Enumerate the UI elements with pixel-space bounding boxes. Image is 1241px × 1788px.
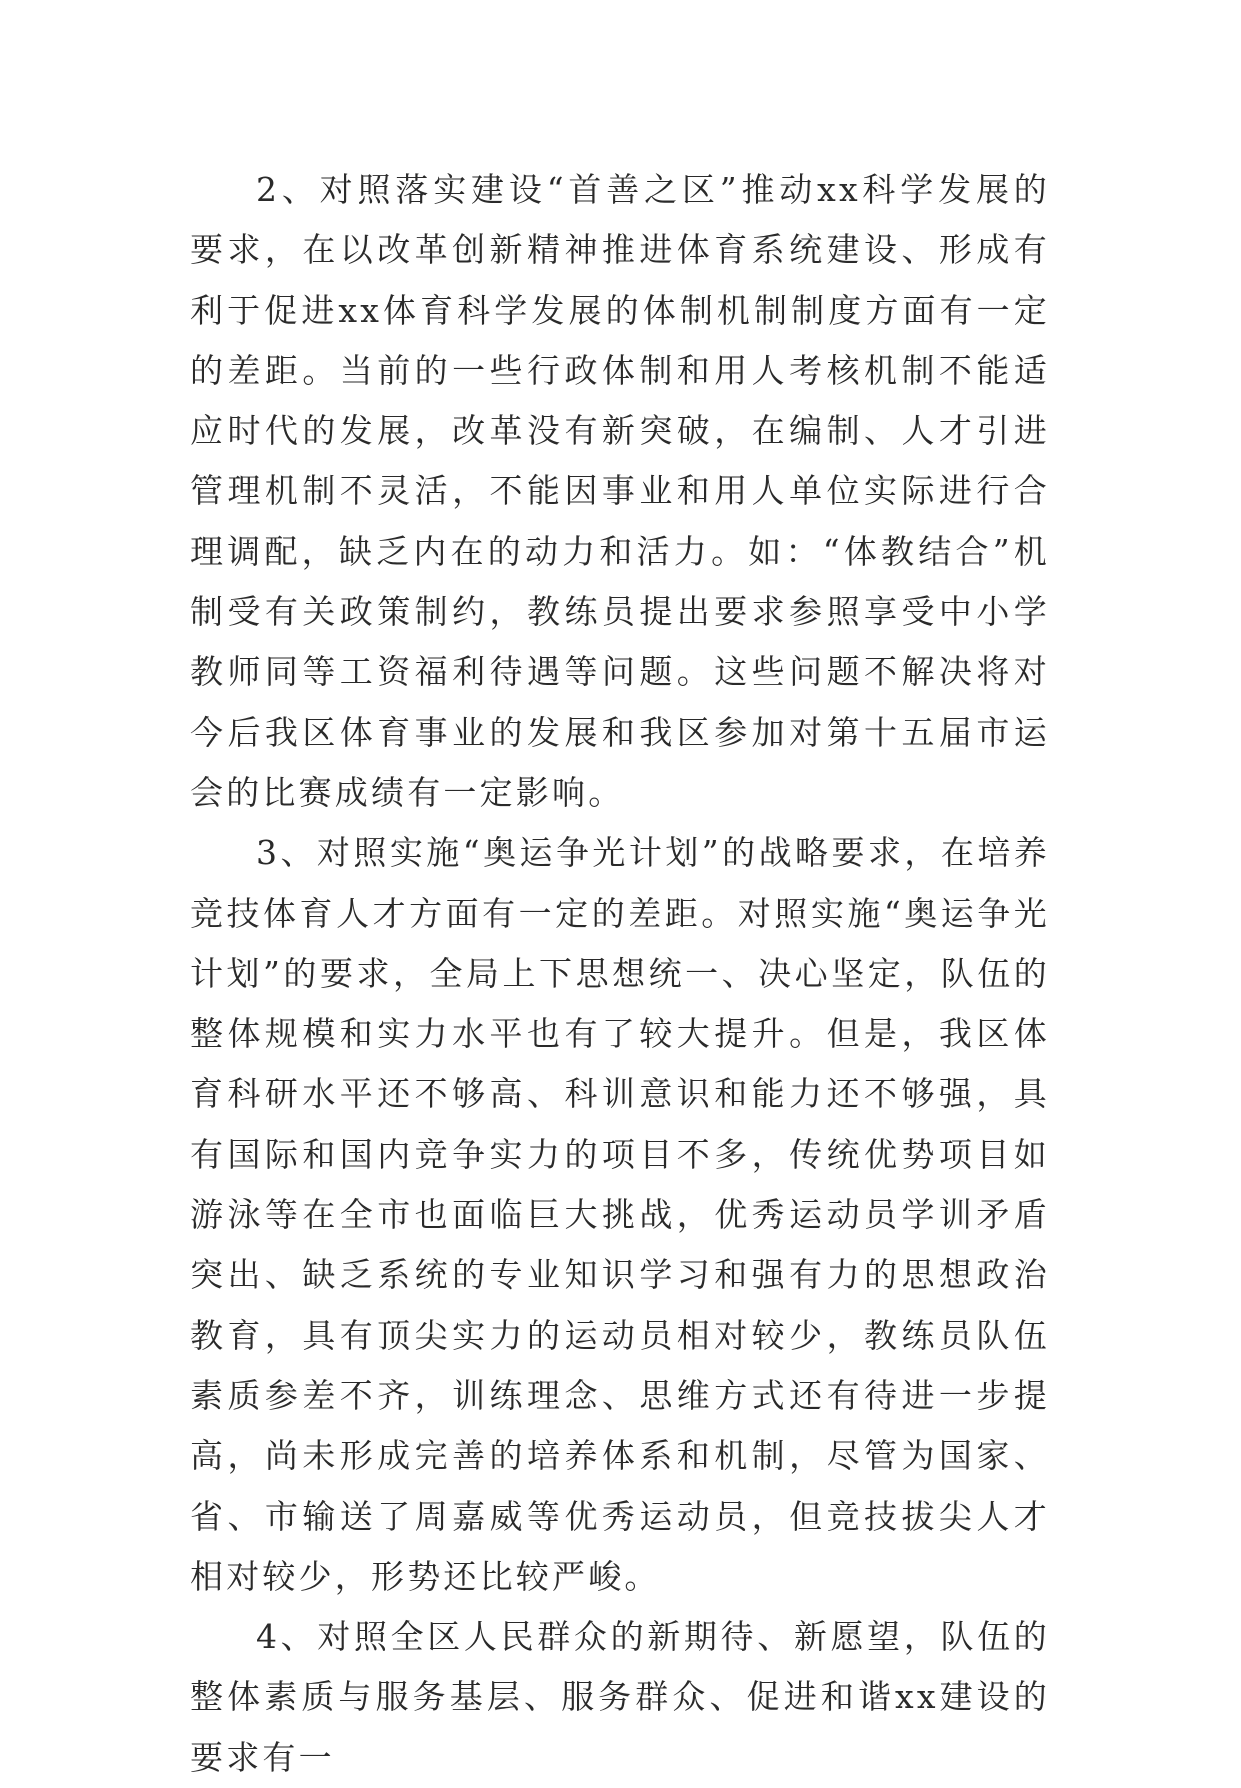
- document-body: [190, 160, 1050, 1788]
- paragraph-item-3: 3、对照实施“奥运争光计划”的战略要求，在培养竞技体育人才方面有一定的差距。对照实施“奥运争光计划”的要求，全局上下思想统一、决心坚定，队伍的整体规模和实力水平也有了较大提升。但是，我区体育科研水平还不够高、科训意识和能力还不够强，具有国际和国内竞争实力的项目不多，传统优势项目如游泳等在全市也面临巨大挑战，优秀运动员学训矛盾突出、缺乏系统的专业知识学习和强有力的思想政治教育，具有顶尖实力的运动员相对较少，教练员队伍素质参差不齐，训练理念、思维方式还有待进一步提高，尚未形成完善的培养体系和机制，尽管为国家、省、市输送了周嘉威等优秀运动员，但竞技拔尖人才相对较少，形势还比较严峻。: [190, 833, 1050, 1596]
- paragraph-item-4: 4、对照全区人民群众的新期待、新愿望，队伍的整体素质与服务基层、服务群众、促进和谐xx建设的要求有一: [190, 1617, 1050, 1777]
- paragraph-item-2: 2、对照落实建设“首善之区”推动xx科学发展的要求，在以改革创新精神推进体育系统建设、形成有利于促进xx体育科学发展的体制机制制度方面有一定的差距。当前的一些行政体制和用人考核机制不能适应时代的发展，改革没有新突破，在编制、人才引进管理机制不灵活，不能因事业和用人单位实际进行合理调配，缺乏内在的动力和活力。如：“体教结合”机制受有关政策制约，教练员提出要求参照享受中小学教师同等工资福利待遇等问题。这些问题不解决将对今后我区体育事业的发展和我区参加对第十五届市运会的比赛成绩有一定影响。: [190, 170, 1050, 812]
